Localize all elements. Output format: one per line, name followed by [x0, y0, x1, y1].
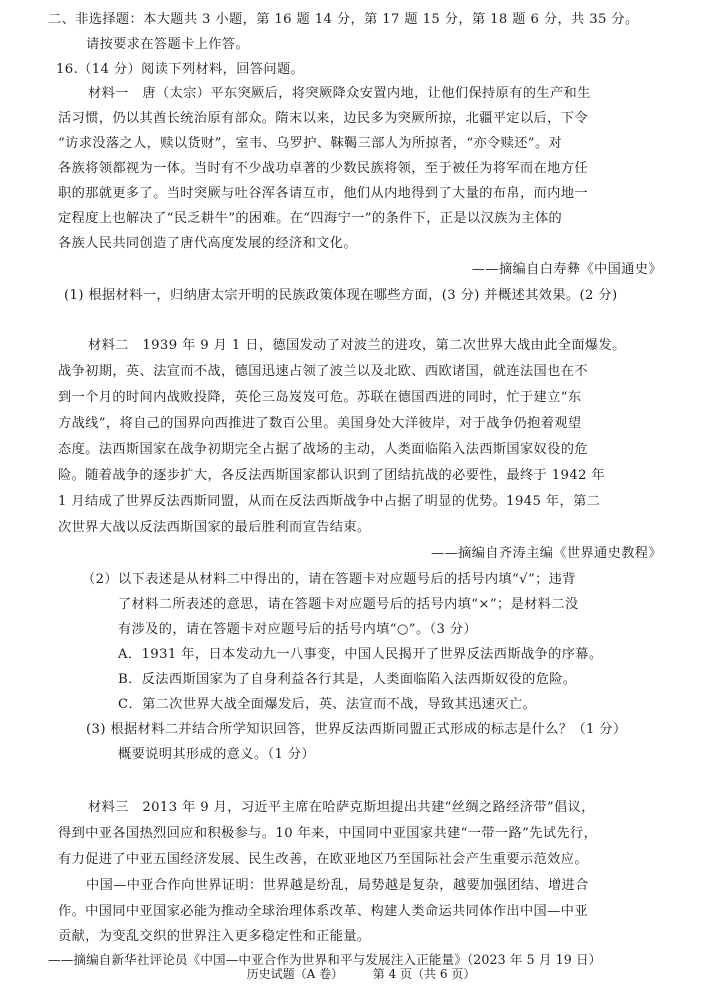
section-header-line2: 请按要求在答题卡上作答。 [86, 37, 250, 52]
material-1-line: “访求没落之人，赎以货财”，室韦、乌罗护、靺鞨三部人为所掠者，“亦令赎还”。对 [58, 136, 563, 151]
option-b: B．反法西斯国家为了自身利益各行其是，人类面临陷入法西斯奴役的危险。 [118, 672, 577, 687]
material-1-line: 各族将领都视为一体。当时有不少战功卓著的少数民族将领，至于被任为将军而在地方任 [58, 161, 588, 176]
material-3-line: 得到中亚各国热烈回应和积极参与。10 年来，中国同中亚国家共建“一带一路”先试先行， [58, 826, 598, 841]
material-3-line: 作。中国同中亚国家必能为推动全球治理体系改革、构建人类命运共同体作出中国—中亚 [58, 904, 588, 919]
material-1-source: ——摘编自白寿彝《中国通史》 [471, 262, 662, 277]
material-2-line: 险。随着战争的逐步扩大，各反法西斯国家都认识到了团结抗战的必要性，最终于 1942 年 [58, 468, 606, 483]
material-1-line: 活习惯，仍以其酋长统治原有部众。隋末以来，边民多为突厥所掠，北疆平定以后，下令 [58, 111, 588, 126]
material-3-line: 材料三 2013 年 9 月，习近平主席在哈萨克斯坦提出共建“丝绸之路经济带”倡议， [88, 800, 595, 815]
material-2-line: 态度。法西斯国家在战争初期完全占据了战场的主动，人类面临陷入法西斯国家奴役的危 [58, 442, 588, 457]
material-1-line: 材料一 唐（太宗）平东突厥后，将突厥降众安置内地，让他们保持原有的生产和生 [88, 86, 591, 101]
material-2-line: 战争初期，英、法宣而不战，德国迅速占领了波兰以及北欧、西欧诸国，就连法国也在不 [58, 364, 588, 379]
material-3-line: 有力促进了中亚五国经济发展、民生改善，在欧亚地区乃至国际社会产生重要示范效应。 [58, 852, 588, 867]
question-16-stem: 16.（14 分）阅读下列材料，回答问题。 [56, 62, 305, 77]
material-1-line: 各族人民共同创造了唐代高度发展的经济和文化。 [58, 236, 357, 251]
material-2-line: 材料二 1939 年 9 月 1 日，德国发动了对波兰的进攻，第二次世界大战由此全面爆发。 [88, 338, 626, 353]
question-16-3-line: 概要说明其形成的意义。（1 分） [118, 747, 316, 762]
material-2-line: 1 月结成了世界反法西斯同盟，从而在反法西斯战争中占据了明显的优势。1945 年，第二 [58, 494, 601, 509]
question-16-3-line: (3) 根据材料二并结合所学知识回答，世界反法西斯同盟正式形成的标志是什么？（1 分） [86, 722, 627, 737]
footer-page-number: 第 4 页（共 6 页） [372, 967, 476, 981]
material-3-source: ——摘编自新华社评论员《中国—中亚合作为世界和平与发展注入正能量》（2023 年 5 月 19 日） [48, 952, 602, 967]
footer-subject: 历史试题（A 卷） [246, 967, 344, 981]
material-2-source: ——摘编自齐涛主编《世界通史教程》 [431, 546, 662, 561]
question-16-2-line: 有涉及的，请在答题卡对应题号后的括号内填“○”。（3 分） [118, 622, 478, 637]
question-16-2-line: （2）以下表述是从材料二中得出的，请在答题卡对应题号后的括号内填“√”；违背 [82, 572, 576, 587]
material-2-line: 次世界大战以反法西斯国家的最后胜利而宣告结束。 [58, 520, 371, 535]
section-header-line1: 二、非选择题：本大题共 3 小题，第 16 题 14 分，第 17 题 15 分，第 18 题 6 分，共 35 分。 [48, 12, 639, 27]
option-a: A．1931 年，日本发动九一八事变，中国人民揭开了世界反法西斯战争的序幕。 [118, 647, 603, 662]
question-16-2-line: 了材料二所表述的意思，请在答题卡对应题号后的括号内填“×”；是材料二没 [118, 597, 579, 612]
question-16-1: (1) 根据材料一，归纳唐太宗开明的民族政策体现在哪些方面，(3 分) 并概述其效果。(2 分) [64, 288, 618, 303]
material-2-line: 到一个月的时间内战败投降，英伦三岛岌岌可危。苏联在德国西进的同时，忙于建立“东 [58, 390, 582, 405]
page-footer [0, 965, 722, 982]
material-2-line: 方战线”，将自己的国界向西推进了数百公里。美国身处大洋彼岸，对于战争仍抱着观望 [58, 416, 582, 431]
option-c: C．第二次世界大战全面爆发后，英、法宣而不战，导致其迅速灭亡。 [118, 697, 537, 712]
material-3-line: 中国—中亚合作向世界证明：世界越是纷乱，局势越是复杂，越要加强团结、增进合 [86, 878, 589, 893]
material-1-line: 职的那就更多了。当时突厥与吐谷浑各请互市，他们从内地得到了大量的布帛，而内地一 [58, 186, 588, 201]
material-1-line: 定程度上也解决了“民乏耕牛”的困难。在“四海宁一”的条件下，正是以汉族为主体的 [58, 211, 563, 226]
material-3-line: 贡献，为变乱交织的世界注入更多稳定性和正能量。 [58, 929, 371, 944]
